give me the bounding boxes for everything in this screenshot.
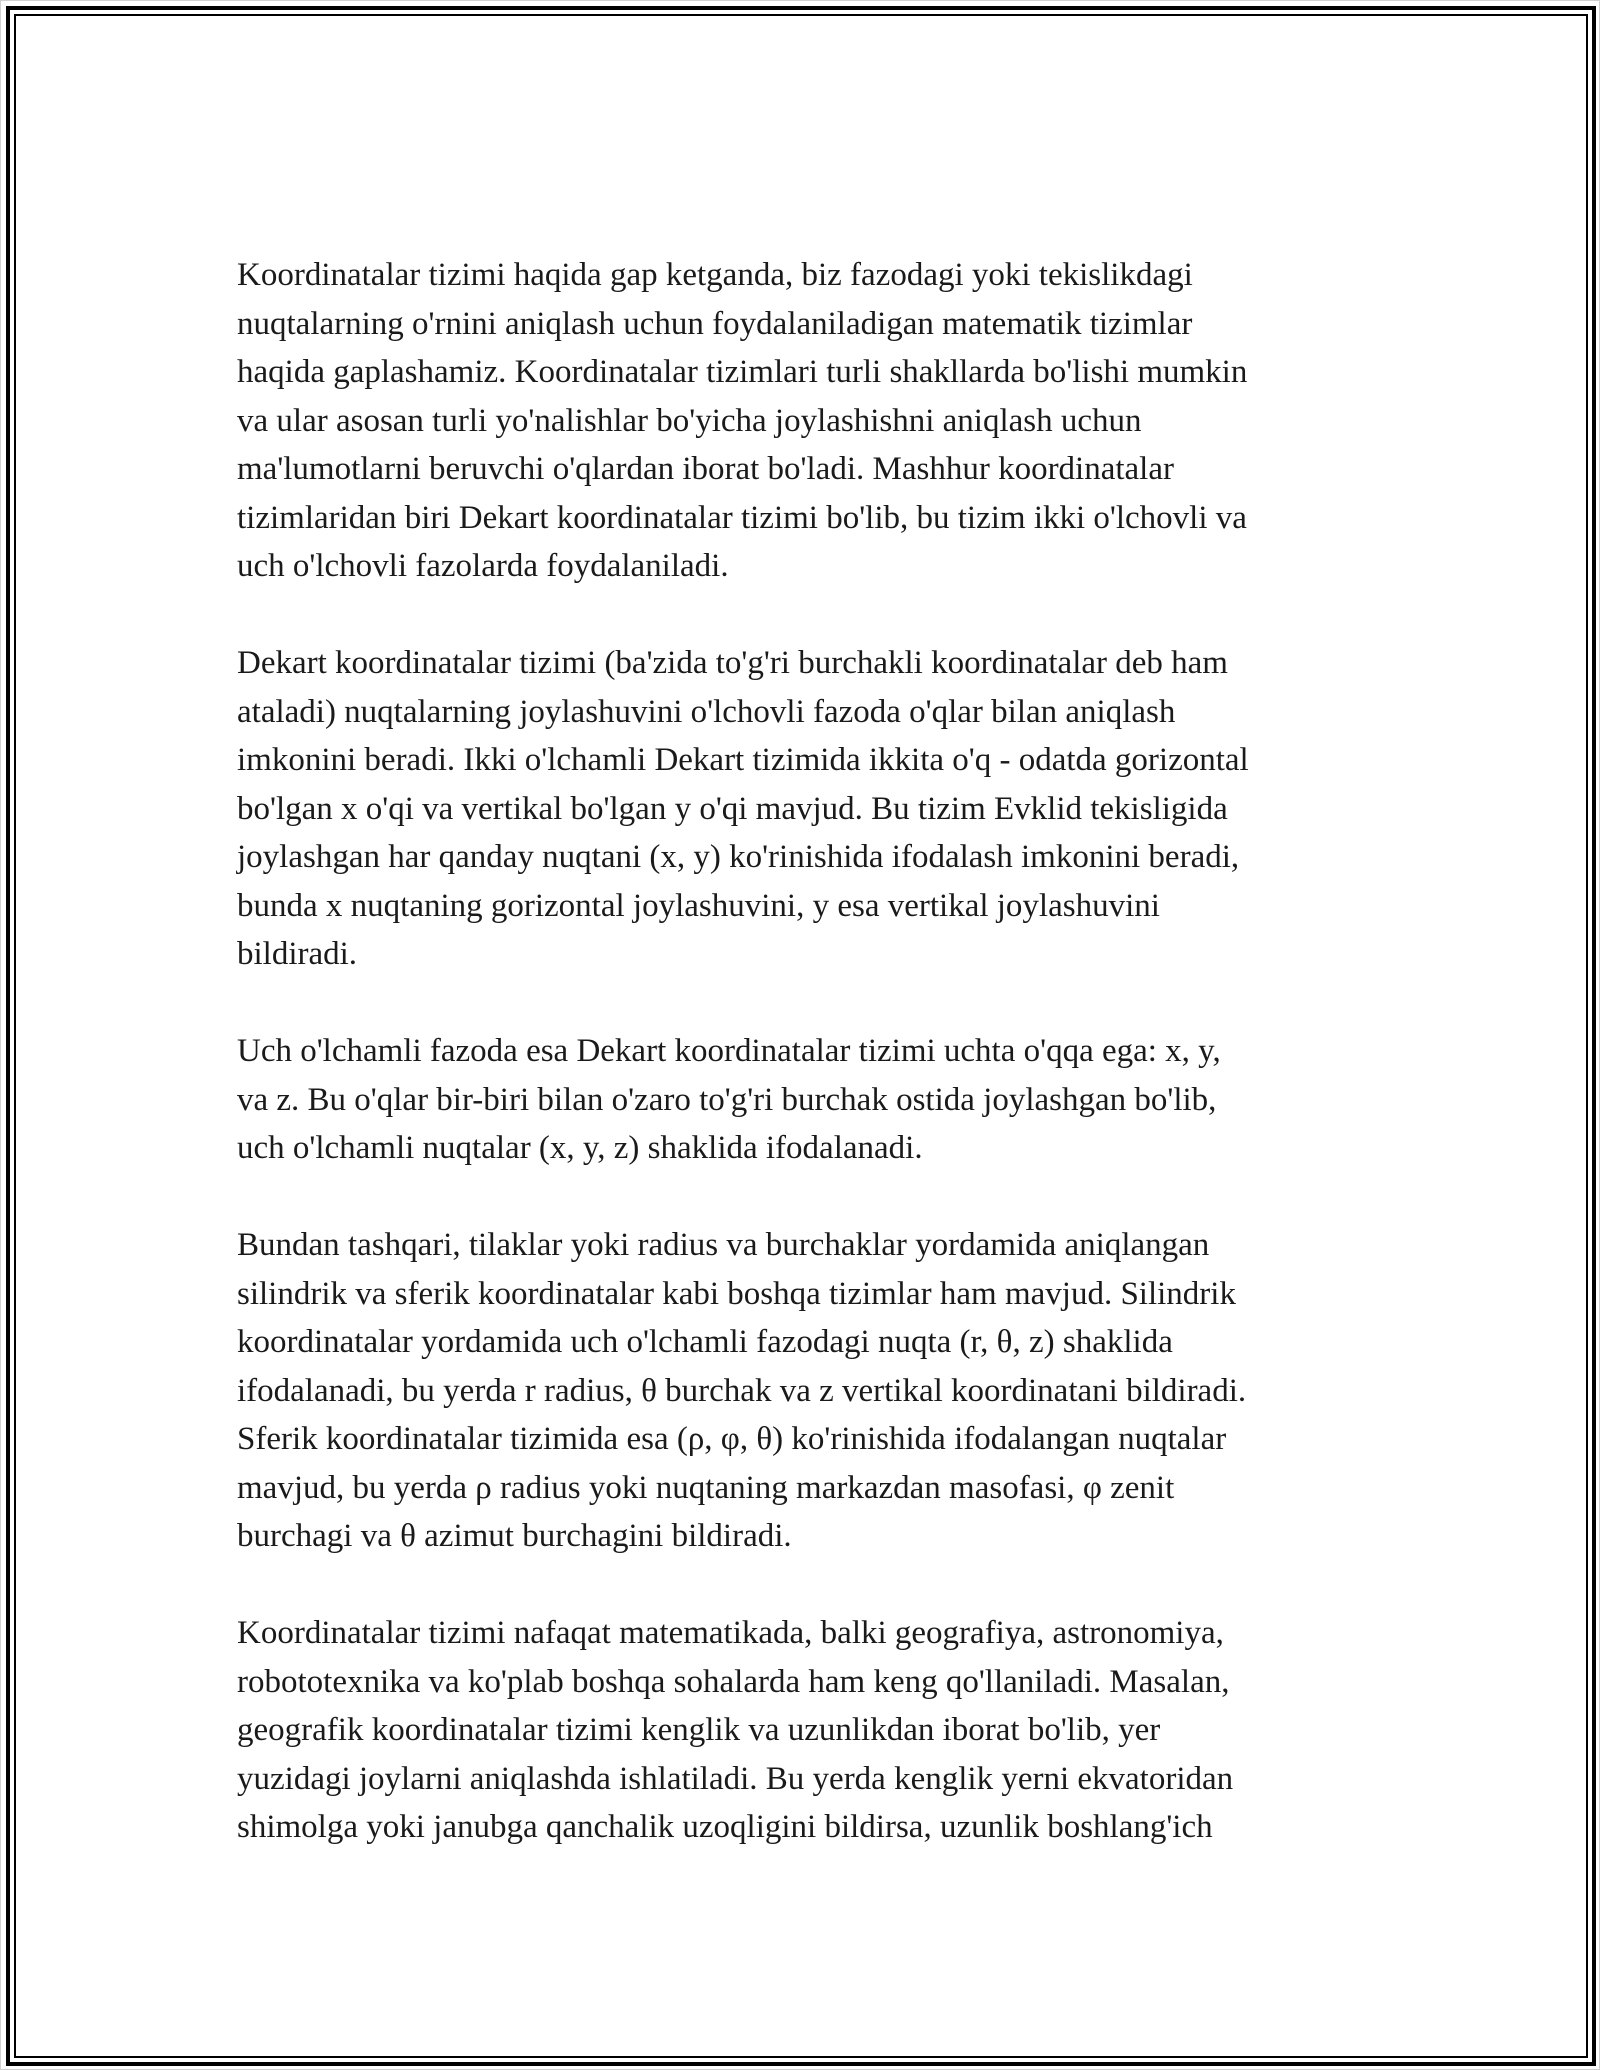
text-line: Koordinatalar tizimi nafaqat matematikada, balki geografiya, astronomiya,: [237, 1615, 1224, 1651]
text-line: bildiradi.: [237, 936, 358, 972]
text-line: haqida gaplashamiz. Koordinatalar tizimlari turli shakllarda bo'lishi mumkin: [237, 354, 1248, 390]
text-line: shimolga yoki janubga qanchalik uzoqligini bildirsa, uzunlik boshlang'ich: [237, 1809, 1213, 1845]
text-line: ataladi) nuqtalarning joylashuvini o'lchovli fazoda o'qlar bilan aniqlash: [237, 693, 1176, 730]
text-line: uch o'lchovli fazolarda foydalaniladi.: [237, 548, 729, 584]
text-line: silindrik va sferik koordinatalar kabi boshqa tizimlar ham mavjud. Silindrik: [237, 1275, 1236, 1312]
text-line: ifodalanadi, bu yerda r radius, θ burchak va z vertikal koordinatani bildiradi.: [237, 1372, 1247, 1409]
paragraph-1: [237, 251, 1387, 591]
text-line: bunda x nuqtaning gorizontal joylashuvini, y esa vertikal joylashuvini: [237, 887, 1160, 924]
text-line: robototexnika va ko'plab boshqa sohalarda ham keng qo'llaniladi. Masalan,: [237, 1663, 1230, 1700]
document-body: [237, 251, 1387, 1900]
text-line: koordinatalar yordamida uch o'lchamli fazodagi nuqta (r, θ, z) shaklida: [237, 1324, 1173, 1360]
text-line: nuqtalarning o'rnini aniqlash uchun foydalaniladigan matematik tizimlar: [237, 305, 1193, 342]
text-line: Sferik koordinatalar tizimida esa (ρ, φ, θ) ko'rinishida ifodalangan nuqtalar: [237, 1421, 1227, 1457]
paragraph-4: [237, 1221, 1387, 1561]
text-line: bo'lgan x o'qi va vertikal bo'lgan y o'qi mavjud. Bu tizim Evklid tekisligida: [237, 790, 1228, 827]
text-line: va z. Bu o'qlar bir-biri bilan o'zaro to'g'ri burchak ostida joylashgan bo'lib,: [237, 1081, 1217, 1118]
text-line: imkonini beradi. Ikki o'lchamli Dekart tizimida ikkita o'q - odatda gorizontal: [237, 742, 1249, 778]
text-line: tizimlaridan biri Dekart koordinatalar tizimi bo'lib, bu tizim ikki o'lchovli va: [237, 499, 1247, 536]
paragraph-2: [237, 639, 1387, 979]
text-line: Koordinatalar tizimi haqida gap ketganda, biz fazodagi yoki tekislikdagi: [237, 257, 1193, 293]
text-line: ma'lumotlarni beruvchi o'qlardan iborat bo'ladi. Mashhur koordinatalar: [237, 451, 1174, 487]
paragraph-5: [237, 1609, 1387, 1852]
text-line: Dekart koordinatalar tizimi (ba'zida to'g'ri burchakli koordinatalar deb ham: [237, 645, 1228, 681]
text-line: Uch o'lchamli fazoda esa Dekart koordinatalar tizimi uchta o'qqa ega: x, y,: [237, 1033, 1221, 1069]
text-line: yuzidagi joylarni aniqlashda ishlatiladi. Bu yerda kenglik yerni ekvatoridan: [237, 1760, 1234, 1797]
text-line: geografik koordinatalar tizimi kenglik va uzunlikdan iborat bo'lib, yer: [237, 1712, 1161, 1748]
paragraph-3: [237, 1027, 1387, 1173]
text-line: uch o'lchamli nuqtalar (x, y, z) shaklida ifodalanadi.: [237, 1130, 923, 1166]
text-line: joylashgan har qanday nuqtani (x, y) ko'rinishida ifodalash imkonini beradi,: [237, 839, 1240, 875]
text-line: mavjud, bu yerda ρ radius yoki nuqtaning markazdan masofasi, φ zenit: [237, 1469, 1175, 1506]
text-line: burchagi va θ azimut burchagini bildiradi.: [237, 1518, 792, 1554]
text-line: va ular asosan turli yo'nalishlar bo'yicha joylashishni aniqlash uchun: [237, 402, 1142, 439]
text-line: Bundan tashqari, tilaklar yoki radius va burchaklar yordamida aniqlangan: [237, 1227, 1210, 1263]
